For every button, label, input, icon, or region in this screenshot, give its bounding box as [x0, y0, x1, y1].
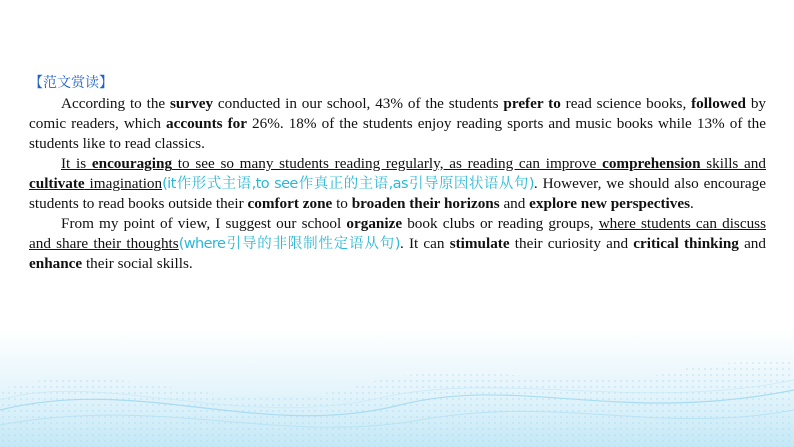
underlined-clause: where students can discuss and share their thoughts [29, 215, 767, 252]
key-phrase: stimulate [449, 235, 510, 252]
text: their curiosity and [509, 235, 634, 252]
key-phrase: survey [170, 95, 214, 112]
section-heading: 【范文赏读】 [29, 75, 113, 91]
text: It is [61, 155, 92, 172]
text: conducted in our school, 43% of the students [213, 95, 504, 112]
paragraph-2 [29, 154, 766, 214]
text: imagination [84, 175, 163, 192]
text: by comic readers, which [29, 95, 767, 132]
key-phrase: critical thinking [633, 235, 739, 252]
paragraph-3 [29, 214, 766, 274]
text: their social skills. [82, 255, 193, 272]
text: . It can [399, 235, 450, 252]
text: skills and [700, 155, 766, 172]
key-phrase: explore new perspectives [529, 195, 691, 212]
text: . [690, 195, 694, 212]
text: read science books, [560, 95, 692, 112]
key-phrase: broaden their horizons [351, 195, 500, 212]
key-phrase: comfort zone [247, 195, 333, 212]
text: According to the [61, 95, 171, 112]
key-phrase: followed [691, 95, 746, 112]
model-essay [29, 74, 766, 274]
text: From my point of view, I suggest our school [61, 215, 347, 232]
text: to see so many students reading regularly, as reading can improve [172, 155, 603, 172]
key-phrase: accounts for [166, 115, 247, 132]
grammar-note: (it作形式主语,to see作真正的主语,as引导原因状语从句) [162, 176, 534, 192]
key-phrase: organize [346, 215, 403, 232]
text: and [499, 195, 530, 212]
text: book clubs or reading groups, [402, 215, 599, 232]
text: to [332, 195, 352, 212]
text: 26%. 18% of the students enjoy reading sports and music books while 13% of the students like to read classics. [29, 115, 766, 152]
text: and [738, 235, 766, 252]
paragraph-1 [29, 94, 766, 154]
key-phrase: prefer to [503, 95, 561, 112]
key-phrase: cultivate [29, 175, 85, 192]
text: . However, we should also encourage students to read books outside their [29, 175, 766, 212]
decorative-wave-background [0, 330, 794, 447]
key-phrase: enhance [29, 255, 83, 272]
key-phrase: encouraging [91, 155, 173, 172]
key-phrase: comprehension [602, 155, 701, 172]
grammar-note: (where引导的非限制性定语从句) [178, 236, 400, 252]
